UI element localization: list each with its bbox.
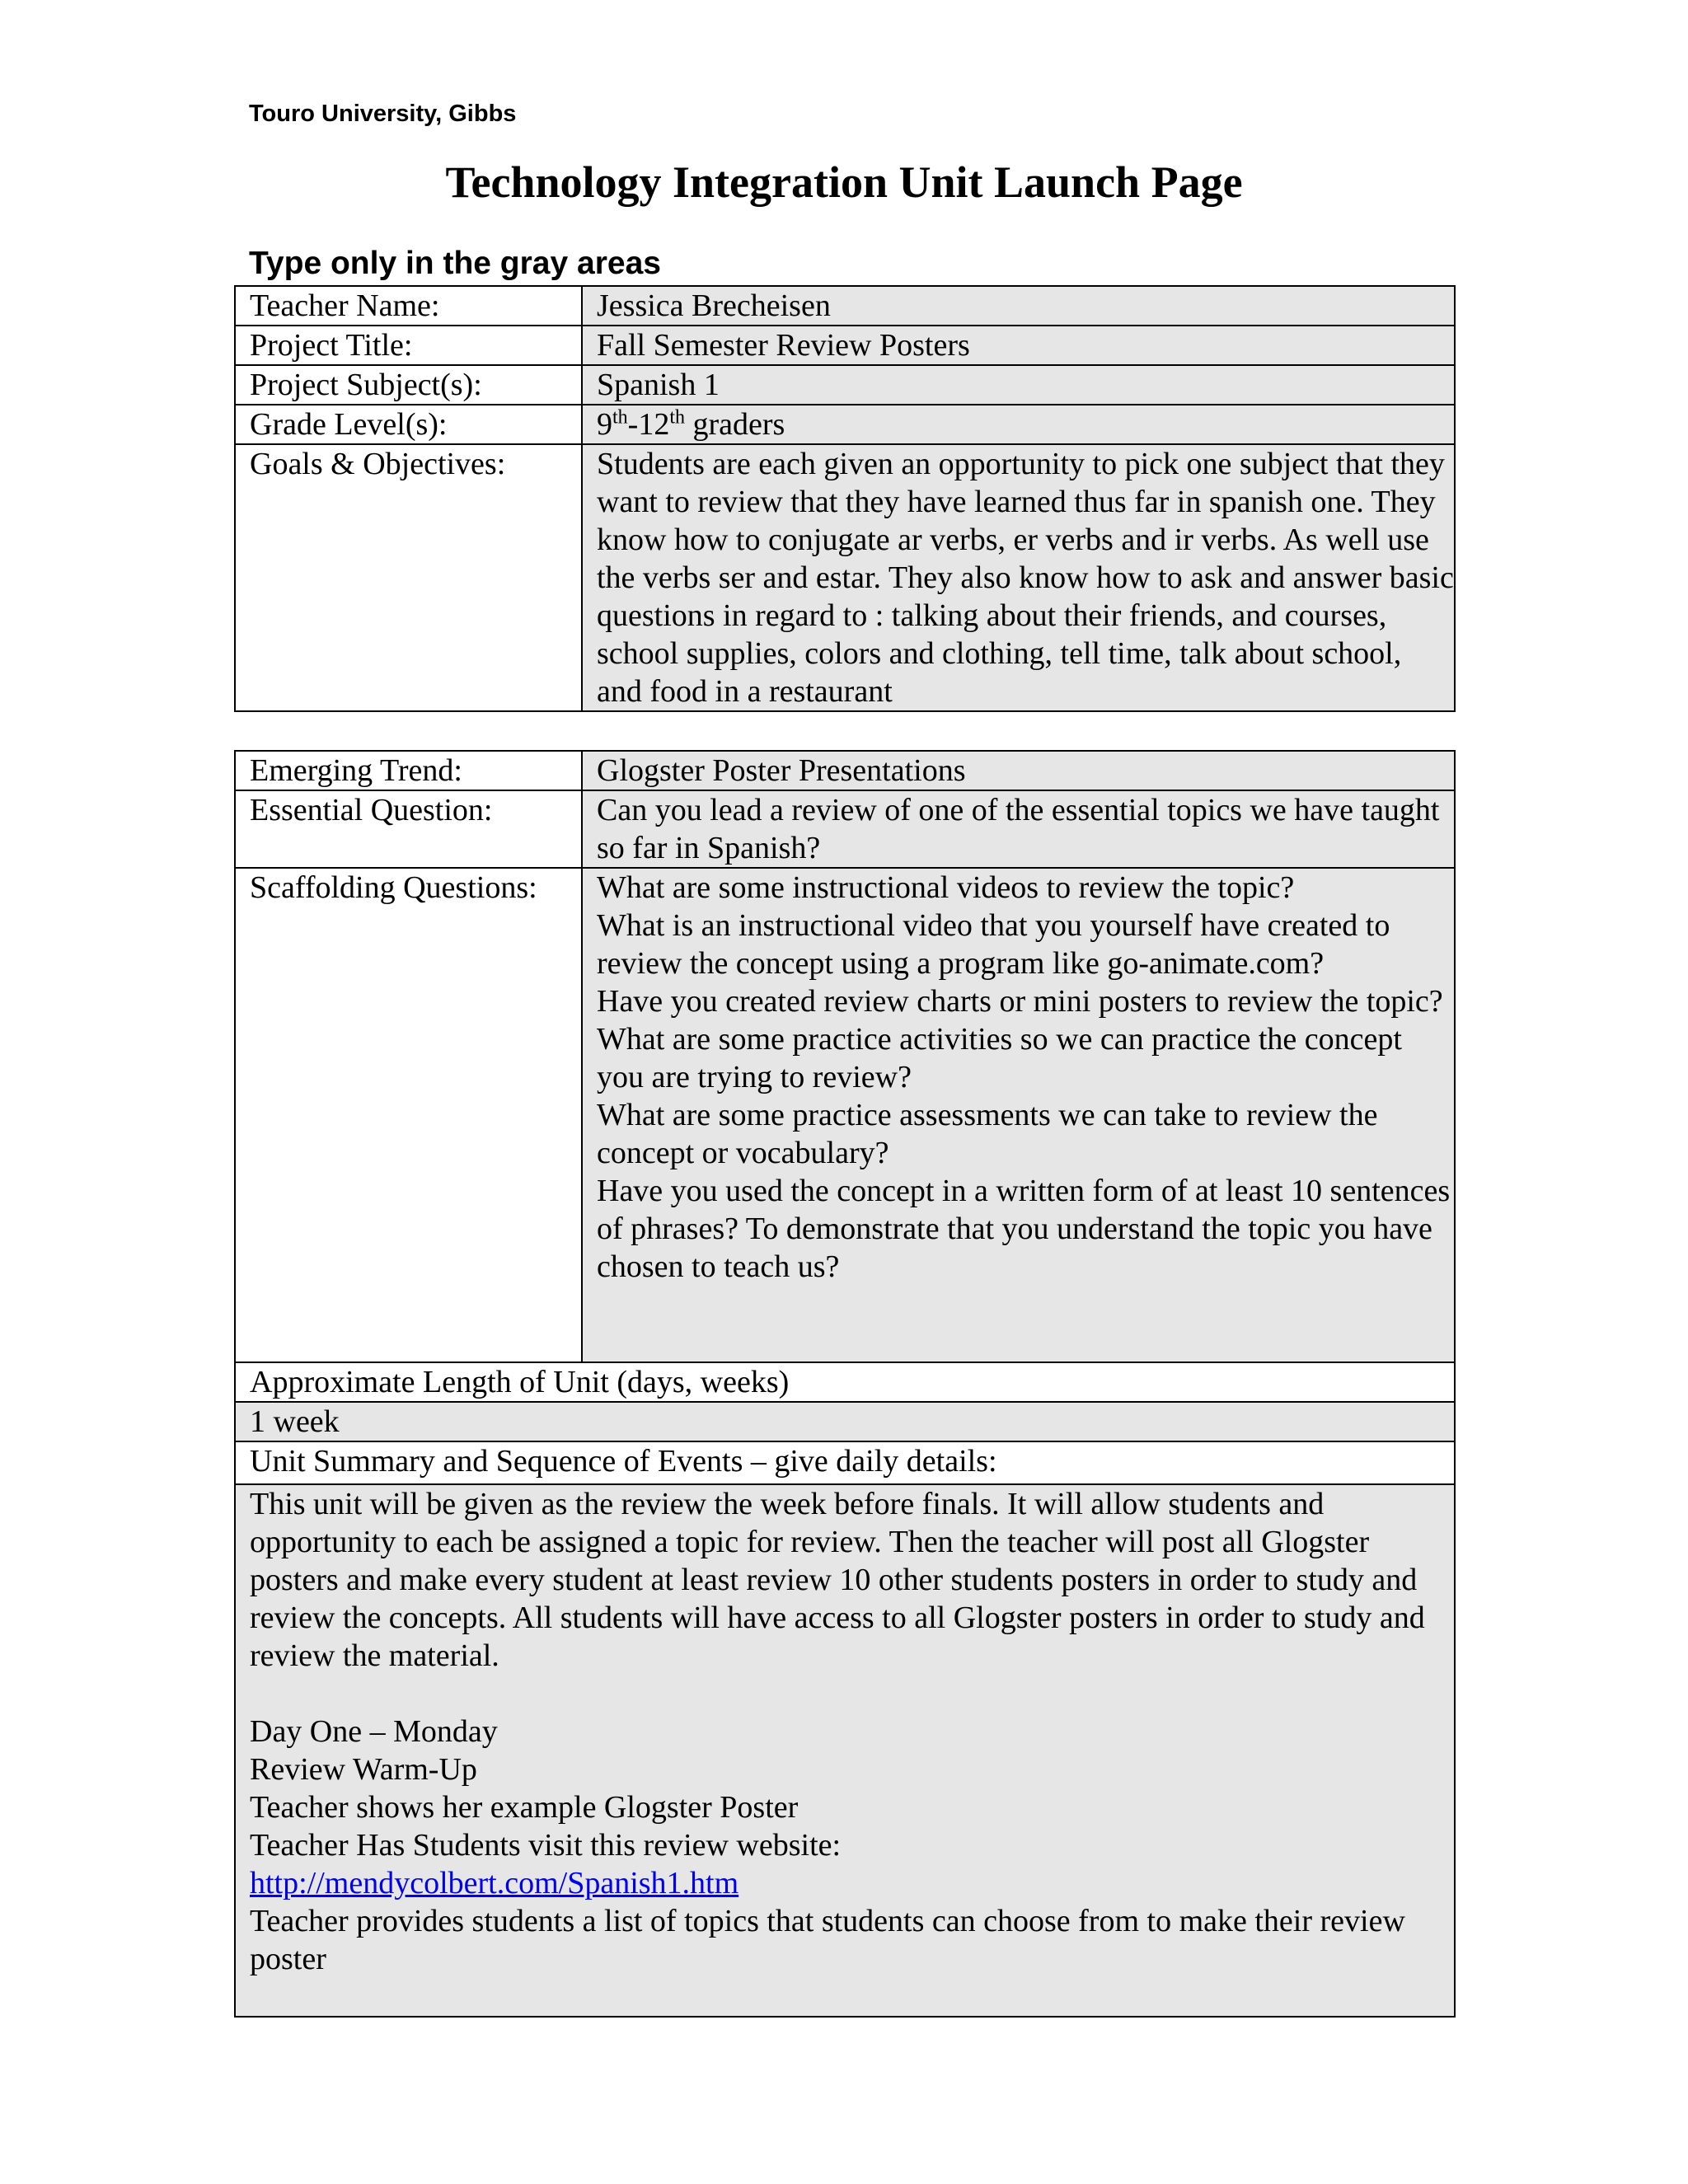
organization-name: Touro University, Gibbs — [249, 101, 517, 127]
table-row — [235, 751, 1455, 790]
project-title-field[interactable]: Fall Semester Review Posters — [582, 326, 1455, 365]
table-row — [235, 326, 1455, 365]
project-subjects-label: Project Subject(s): — [235, 365, 582, 405]
grade-sup-end: th — [669, 406, 685, 429]
page-title: Technology Integration Unit Launch Page — [445, 157, 1243, 207]
table-row — [235, 1402, 1455, 1441]
project-title-label: Project Title: — [235, 326, 582, 365]
day-one-heading: Day One – Monday — [250, 1714, 498, 1749]
scaffolding-questions-label: Scaffolding Questions: — [235, 868, 582, 1362]
essential-question-label: Essential Question: — [235, 790, 582, 868]
emerging-trend-label: Emerging Trend: — [235, 751, 582, 790]
teacher-name-field[interactable]: Jessica Brecheisen — [582, 286, 1455, 326]
review-website-link[interactable]: http://mendycolbert.com/Spanish1.htm — [250, 1866, 739, 1900]
instruction-text: Type only in the gray areas — [249, 246, 661, 281]
teacher-has-line: Teacher Has Students visit this review website: — [250, 1828, 842, 1863]
table-row — [235, 868, 1455, 1362]
grade-level-field[interactable] — [582, 405, 1455, 444]
grade-num-start: 9 — [597, 407, 612, 442]
table-row — [235, 286, 1455, 326]
table-row — [235, 444, 1455, 711]
unit-summary-label: Unit Summary and Sequence of Events – give daily details: — [235, 1441, 1455, 1484]
goals-label: Goals & Objectives: — [235, 444, 582, 711]
unit-details-table — [234, 750, 1456, 2018]
teacher-shows-line: Teacher shows her example Glogster Poster — [250, 1790, 799, 1825]
grade-level-label: Grade Level(s): — [235, 405, 582, 444]
grade-sup-start: th — [612, 406, 628, 429]
project-subjects-field[interactable]: Spanish 1 — [582, 365, 1455, 405]
grade-num-end: -12 — [627, 407, 670, 442]
unit-summary-field[interactable] — [235, 1484, 1455, 2017]
paragraph-spacer — [250, 1675, 1454, 1713]
scaffolding-questions-field[interactable]: What are some instructional videos to review the topic? What is an instructional video that you yourself have created to review the concept using a program like go-animate.com? Have you created review charts or mini posters to review the topic? What are some practice activities so we can practice the concept you are trying to review? What are some practice assessments we can take to review the concept or vocabulary? Have you used the concept in a written form of at least 10 sentences of phrases? To demonstrate that you understand the topic you have chosen to teach us? — [582, 868, 1455, 1362]
summary-intro: This unit will be given as the review the week before finals. It will allow students and opportunity to each be assigned a topic for review. Then the teacher will post all Glogster posters and make every student at least review 10 other students posters in order to study and review the concepts. All students will have access to all Glogster posters in order to study and review the material. — [250, 1487, 1425, 1673]
table-row — [235, 365, 1455, 405]
table-row — [235, 790, 1455, 868]
unit-length-label: Approximate Length of Unit (days, weeks) — [235, 1362, 1455, 1402]
table-row — [235, 405, 1455, 444]
table-row — [235, 1362, 1455, 1402]
table-row — [235, 1441, 1455, 1484]
emerging-trend-field[interactable]: Glogster Poster Presentations — [582, 751, 1455, 790]
warm-up-line: Review Warm-Up — [250, 1752, 477, 1787]
goals-field[interactable]: Students are each given an opportunity to pick one subject that they want to review that they have learned thus far in spanish one. They know how to conjugate ar verbs, er verbs and ir verbs. As well use the verbs ser and estar. They also know how to ask and answer basic questions in regard to : talking about their friends, and courses, school supplies, colors and clothing, tell time, talk about school, and food in a restaurant — [582, 444, 1455, 711]
teacher-name-label: Teacher Name: — [235, 286, 582, 326]
project-info-table — [234, 285, 1456, 712]
teacher-provides-line: Teacher provides students a list of topics that students can choose from to make their review poster — [250, 1904, 1405, 1976]
unit-length-field[interactable]: 1 week — [235, 1402, 1455, 1441]
table-row — [235, 1484, 1455, 2017]
grade-suffix: graders — [685, 407, 785, 442]
essential-question-field[interactable]: Can you lead a review of one of the essential topics we have taught so far in Spanish? — [582, 790, 1455, 868]
